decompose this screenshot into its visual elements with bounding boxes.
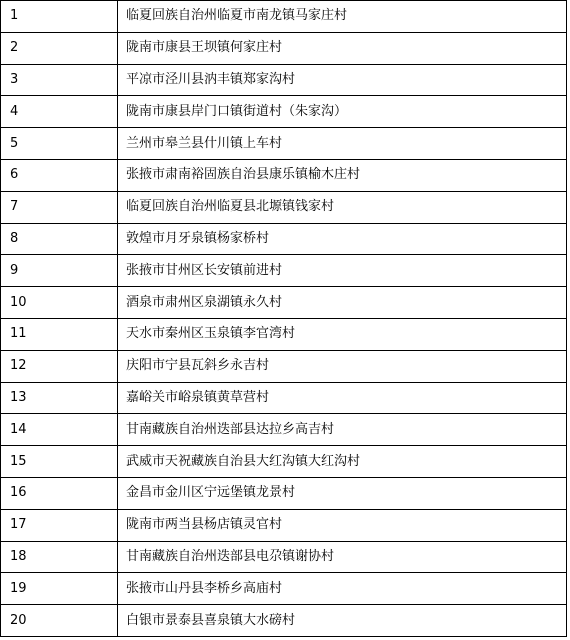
table-body xyxy=(1,1,567,637)
table-row xyxy=(1,159,567,191)
row-number-cell: 6 xyxy=(1,159,118,191)
row-number-cell: 3 xyxy=(1,64,118,96)
village-name-cell: 陇南市两当县杨店镇灵官村 xyxy=(118,509,567,541)
row-number-cell: 2 xyxy=(1,32,118,64)
table-row xyxy=(1,1,567,33)
village-name-cell: 甘南藏族自治州迭部县电尕镇谢协村 xyxy=(118,541,567,573)
table-row xyxy=(1,446,567,478)
row-number-cell: 18 xyxy=(1,541,118,573)
row-number-cell: 11 xyxy=(1,318,118,350)
village-name-cell: 白银市景泰县喜泉镇大水磅村 xyxy=(118,605,567,637)
table-row xyxy=(1,287,567,319)
row-number-cell: 16 xyxy=(1,477,118,509)
village-name-cell: 陇南市康县岸门口镇街道村（朱家沟） xyxy=(118,96,567,128)
row-number-cell: 10 xyxy=(1,287,118,319)
village-name-cell: 张掖市甘州区长安镇前进村 xyxy=(118,255,567,287)
row-number-cell: 19 xyxy=(1,573,118,605)
table-row xyxy=(1,128,567,160)
table-row xyxy=(1,605,567,637)
village-name-cell: 张掖市山丹县李桥乡高庙村 xyxy=(118,573,567,605)
table-row xyxy=(1,573,567,605)
table-row xyxy=(1,255,567,287)
row-number-cell: 14 xyxy=(1,414,118,446)
village-name-cell: 陇南市康县王坝镇何家庄村 xyxy=(118,32,567,64)
village-name-cell: 武威市天祝藏族自治县大红沟镇大红沟村 xyxy=(118,446,567,478)
table-row xyxy=(1,191,567,223)
table-row xyxy=(1,477,567,509)
row-number-cell: 5 xyxy=(1,128,118,160)
village-name-cell: 庆阳市宁县瓦斜乡永吉村 xyxy=(118,350,567,382)
row-number-cell: 4 xyxy=(1,96,118,128)
table-row xyxy=(1,318,567,350)
row-number-cell: 9 xyxy=(1,255,118,287)
village-name-cell: 金昌市金川区宁远堡镇龙景村 xyxy=(118,477,567,509)
village-name-cell: 平凉市泾川县汭丰镇郑家沟村 xyxy=(118,64,567,96)
village-name-cell: 张掖市肃南裕固族自治县康乐镇榆木庄村 xyxy=(118,159,567,191)
table-row xyxy=(1,414,567,446)
table-row xyxy=(1,64,567,96)
table-row xyxy=(1,96,567,128)
row-number-cell: 20 xyxy=(1,605,118,637)
row-number-cell: 7 xyxy=(1,191,118,223)
row-number-cell: 13 xyxy=(1,382,118,414)
row-number-cell: 15 xyxy=(1,446,118,478)
row-number-cell: 1 xyxy=(1,1,118,33)
village-name-cell: 临夏回族自治州临夏市南龙镇马家庄村 xyxy=(118,1,567,33)
table-row xyxy=(1,350,567,382)
table-row xyxy=(1,382,567,414)
village-name-cell: 敦煌市月牙泉镇杨家桥村 xyxy=(118,223,567,255)
table-row xyxy=(1,541,567,573)
village-name-cell: 嘉峪关市峪泉镇黄草营村 xyxy=(118,382,567,414)
village-name-cell: 兰州市皋兰县什川镇上车村 xyxy=(118,128,567,160)
village-name-cell: 天水市秦州区玉泉镇李官湾村 xyxy=(118,318,567,350)
village-name-cell: 临夏回族自治州临夏县北塬镇钱家村 xyxy=(118,191,567,223)
row-number-cell: 8 xyxy=(1,223,118,255)
table-row xyxy=(1,32,567,64)
table-row xyxy=(1,223,567,255)
village-name-cell: 酒泉市肃州区泉湖镇永久村 xyxy=(118,287,567,319)
row-number-cell: 12 xyxy=(1,350,118,382)
table-row xyxy=(1,509,567,541)
row-number-cell: 17 xyxy=(1,509,118,541)
village-name-cell: 甘南藏族自治州迭部县达拉乡高吉村 xyxy=(118,414,567,446)
